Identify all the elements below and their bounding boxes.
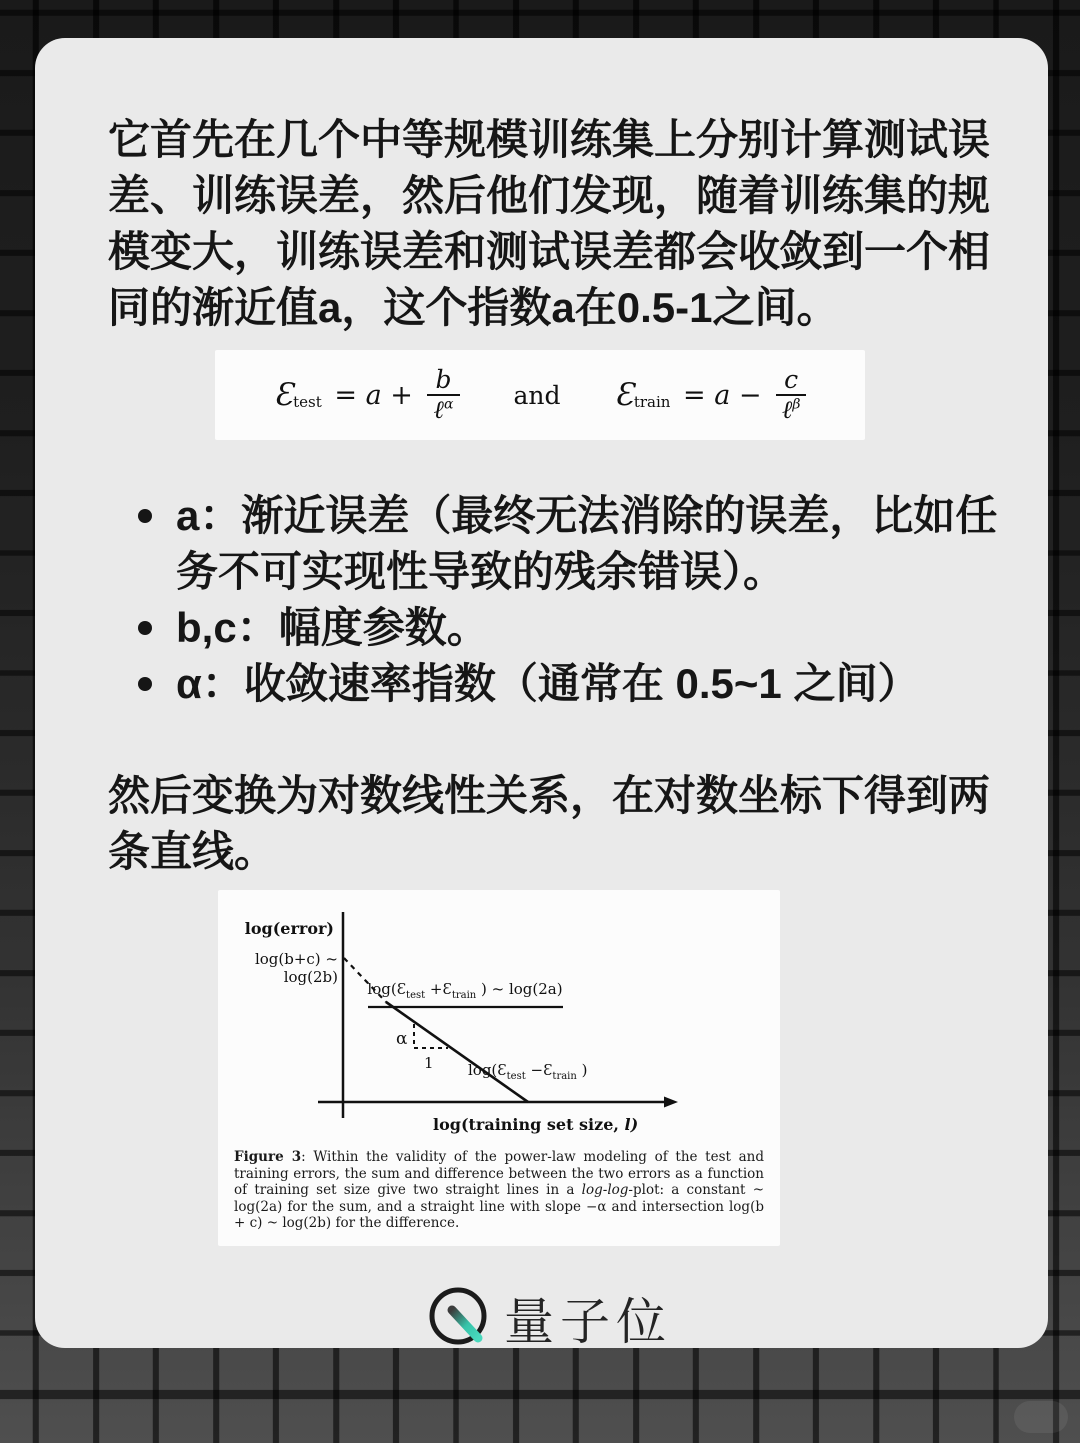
intro-paragraph: 它首先在几个中等规模训练集上分别计算测试误差、训练误差，然后他们发现，随着训练集的规模变大，训练误差和测试误差都会收敛到一个相同的渐近值a，这个指数a在0.5-1之间。 bbox=[108, 116, 991, 331]
figure-caption: Figure 3: Within the validity of the power-law modeling of the test and training errors, the sum and difference between the two errors as a function of training set size give two straight lines in a log-log-plot: a constant ~ log(2a) for the sum, and a straight line with slope −α and intersection log(b + c) ~ log(2b) for the difference. bbox=[234, 1149, 765, 1231]
brand-logo bbox=[108, 1282, 990, 1349]
list-item: b,c：幅度参数。 bbox=[108, 600, 1008, 656]
y-axis-label: log(error) bbox=[244, 919, 334, 938]
ytick-logbc: log(b+c) ~ bbox=[254, 950, 338, 968]
content-card bbox=[35, 38, 1048, 1348]
one-label: 1 bbox=[424, 1054, 434, 1072]
difference-line-label: $\log(Ɛ_{test}$ $-Ɛ_{train}$ ) bbox=[468, 1061, 588, 1082]
sum-line-label: $\log(Ɛ_{test}$ $+Ɛ_{train}$ ) ~ log(2a) bbox=[367, 980, 563, 1001]
qbitai-q-icon bbox=[426, 1284, 494, 1349]
ytick-log2b: log(2b) bbox=[283, 968, 338, 986]
watermark-badge bbox=[1014, 1401, 1068, 1433]
epsilon-symbol: Ɛ bbox=[614, 377, 634, 413]
difference-line bbox=[386, 1002, 528, 1102]
alpha-label: α bbox=[396, 1029, 408, 1049]
formula-image bbox=[215, 350, 865, 440]
list-item: a：渐近误差（最终无法消除的误差，比如任务不可实现性导致的残余错误）。 bbox=[108, 488, 1008, 600]
x-axis-arrow-icon bbox=[664, 1097, 678, 1108]
equation-test: Ɛ $_{test}$ = a + $\frac{b}{\ell^\alpha}$ bbox=[274, 367, 460, 424]
loglog-plot bbox=[218, 902, 780, 1140]
parameter-list bbox=[108, 488, 1008, 712]
loglog-paragraph: 然后变换为对数线性关系，在对数坐标下得到两条直线。 bbox=[108, 772, 991, 875]
equation-train: Ɛ $_{train}$ = a − $\frac{c}{\ell^\beta}$ bbox=[615, 367, 807, 424]
brand-name: 量子位 bbox=[504, 1293, 672, 1348]
figure-3-image bbox=[218, 890, 780, 1246]
x-axis-label: log(training set size, l) bbox=[433, 1115, 639, 1134]
epsilon-symbol: Ɛ bbox=[273, 377, 294, 413]
list-item: α：收敛速率指数（通常在 0.5~1 之间） bbox=[108, 656, 1008, 712]
formula-connector: and bbox=[513, 380, 561, 410]
